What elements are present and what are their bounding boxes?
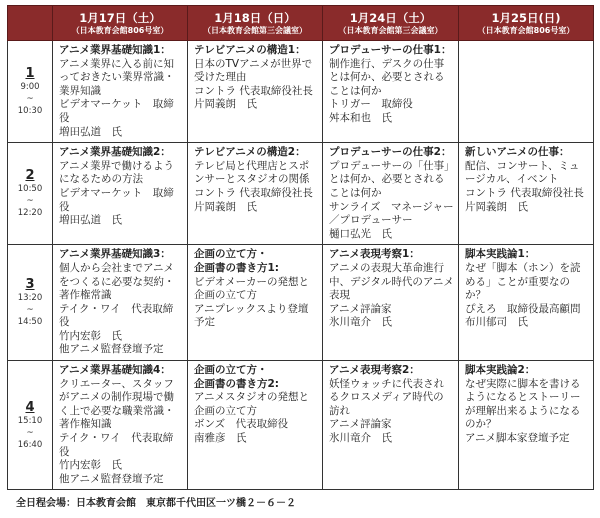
time-slot	[8, 245, 53, 361]
day-header	[188, 6, 323, 41]
session-title: テレビアニメの構造1：	[194, 44, 306, 56]
session-detail: アニメスタジオの発想と企画の立て方	[194, 391, 309, 417]
session-title: テレビアニメの構造2：	[194, 146, 306, 159]
slot-number: 3	[25, 277, 35, 293]
session-title: 脚本実践論2：	[465, 364, 536, 377]
session-title: アニメ表現考察2：	[329, 364, 420, 377]
day-venue: （日本教育会館806号室）	[71, 25, 169, 35]
session-detail: テレビ局と代理店とスポンサーとスタジオの関係	[194, 159, 310, 186]
session-detail: クリエーター、スタッフがアニメの制作現場で働く上で必要な職業常識・著作権知識	[59, 377, 175, 431]
slot-number: 4	[25, 399, 35, 415]
time-slot	[8, 361, 53, 490]
session-detail: 増田弘道 氏	[59, 125, 122, 138]
slot-number: 2	[25, 168, 35, 184]
session-detail: 氷川竜介 氏	[329, 432, 392, 445]
session-cell	[188, 361, 323, 490]
session-detail: 片岡義朗 氏	[194, 200, 257, 213]
start-time: 13:20	[17, 293, 43, 304]
day-venue: （日本教育会館第三会議室）	[338, 25, 443, 35]
session-cell	[323, 361, 459, 490]
session-detail: なぜ実際に脚本を書けるようになるとストーリーが理解出来るようになるのか？	[465, 377, 581, 431]
day-header	[323, 6, 459, 41]
session-detail: ビデオマーケット 取締役	[59, 186, 174, 213]
session-detail: 竹内宏彰 氏	[59, 329, 122, 342]
session-detail: 他アニメ監督登壇予定	[59, 472, 164, 485]
session-detail: 片岡義朗 氏	[194, 98, 257, 111]
session-detail: 布川郁司 氏	[465, 316, 528, 329]
session-detail: ビデオマーケット 取締役	[59, 98, 174, 124]
session-cell	[188, 143, 323, 245]
session-detail: アニメ業界に入る前に知っておきたい業界常識・業界知識	[59, 57, 175, 97]
day-date: 1月17日（土）	[79, 10, 161, 25]
session-detail: 制作進行、デスクの仕事とは何か、必要とされることは何か	[329, 57, 445, 97]
session-detail: 他アニメ監督登壇予定	[59, 343, 164, 356]
session-title: プロデューサーの仕事1：	[329, 44, 452, 56]
session-detail: ボンズ 代表取締役	[194, 418, 289, 431]
start-time: 15:10	[17, 415, 43, 426]
time-separator: ~	[26, 427, 34, 438]
header-row	[8, 6, 594, 41]
day-header	[459, 6, 594, 41]
day-date: 1月24日（土）	[349, 10, 432, 25]
day-header	[53, 6, 188, 41]
session-detail: サンライズ マネージャー／プロデューサー	[329, 200, 454, 227]
time-separator: ~	[26, 305, 34, 316]
session-detail: アニメ業界で働けるようになるための方法	[59, 159, 174, 186]
session-detail: テイク・ワイ 代表取締役	[59, 302, 174, 329]
session-detail: 個人から会社までアニメをつくるに必要な契約・著作権常識	[59, 261, 175, 302]
session-detail: 竹内宏彰 氏	[59, 459, 122, 472]
day-date: 1月18日（日）	[214, 10, 296, 25]
session-title: アニメ業界基礎知識4：	[59, 364, 171, 377]
end-time: 14:50	[17, 317, 43, 328]
session-detail: 妖怪ウォッチに代表されるクロスメディア時代の訪れ	[329, 377, 445, 417]
session-detail: 樋口弘光 氏	[329, 227, 392, 240]
session-title: 新しいアニメの仕事：	[465, 146, 570, 159]
session-detail: ビデオメーカーの発想と企画の立て方	[194, 275, 309, 302]
session-row	[8, 41, 594, 143]
session-detail: テイク・ワイ 代表取締役	[59, 432, 174, 458]
session-detail: 舛本和也 氏	[329, 111, 392, 124]
session-detail: 日本のTVアニメが世界で受けた理由	[194, 57, 313, 84]
session-cell	[188, 245, 323, 361]
session-title: アニメ業界基礎知識2：	[59, 146, 171, 159]
session-detail: 配信、コンサート、ミュージカル、イベント	[465, 159, 580, 186]
session-detail: アニメ評論家	[329, 302, 392, 315]
session-cell	[323, 245, 459, 361]
session-title: アニメ業界基礎知識1：	[59, 44, 171, 56]
session-title: 企画の立て方・ 企画書の書き方2:	[194, 364, 280, 390]
end-time: 16:40	[17, 439, 43, 450]
session-detail: アニメ評論家	[329, 418, 392, 431]
corner-cell	[8, 6, 53, 41]
session-cell	[53, 245, 188, 361]
session-cell	[53, 41, 188, 143]
session-detail: コントラ 代表取締役社長	[465, 186, 584, 199]
session-cell	[323, 143, 459, 245]
session-detail: 南雅彦 氏	[194, 432, 247, 445]
session-cell	[459, 245, 594, 361]
session-cell	[459, 143, 594, 245]
session-detail: アニプレックスより登壇予定	[194, 302, 309, 329]
session-detail: なぜ「脚本（ホン）を読める」ことが重要なのか？	[465, 261, 581, 302]
session-detail: コントラ 代表取締役社長	[194, 84, 313, 97]
session-title: 脚本実践論1：	[465, 248, 536, 261]
day-date: 1月25日(日)	[491, 10, 561, 25]
session-title: アニメ業界基礎知識3：	[59, 248, 171, 261]
session-title: アニメ表現考察1：	[329, 248, 420, 261]
session-detail: アニメ脚本家登壇予定	[465, 432, 570, 445]
end-time: 12:20	[17, 208, 43, 219]
session-cell	[188, 41, 323, 143]
session-detail: 片岡義朗 氏	[465, 200, 528, 213]
session-row	[8, 245, 594, 361]
session-row	[8, 143, 594, 245]
session-cell	[53, 361, 188, 490]
session-row	[8, 361, 594, 490]
start-time: 10:50	[17, 184, 43, 195]
session-title: プロデューサーの仕事2：	[329, 146, 452, 159]
time-separator: ~	[26, 196, 34, 207]
session-cell	[459, 41, 594, 143]
session-cell	[53, 143, 188, 245]
slot-number: 1	[25, 66, 35, 82]
schedule-table	[7, 5, 594, 490]
start-time: 9:00	[20, 82, 40, 93]
session-detail: ぴえろ 取締役最高顧問	[465, 302, 581, 315]
end-time: 10:30	[17, 106, 43, 117]
venue-footer: 全日程会場：日本教育会館 東京都千代田区一ツ橋２－６－２	[16, 498, 296, 510]
time-slot	[8, 41, 53, 143]
session-detail: 氷川竜介 氏	[329, 316, 392, 329]
session-detail: 増田弘道 氏	[59, 214, 122, 227]
session-detail: コントラ 代表取締役社長	[194, 186, 313, 199]
session-cell	[323, 41, 459, 143]
session-cell	[459, 361, 594, 490]
session-detail: プロデューサーの「仕事」とは何か、必要とされることは何か	[329, 159, 450, 199]
time-slot	[8, 143, 53, 245]
time-separator: ~	[26, 94, 34, 105]
day-venue: （日本教育会館806号室）	[477, 25, 575, 35]
session-title: 企画の立て方・ 企画書の書き方1:	[194, 248, 280, 274]
session-detail: アニメの表現大革命進行中、デジタル時代のアニメ表現	[329, 261, 454, 302]
session-detail: トリガー 取締役	[329, 98, 413, 111]
day-venue: （日本教育会館第三会議室）	[203, 25, 307, 35]
